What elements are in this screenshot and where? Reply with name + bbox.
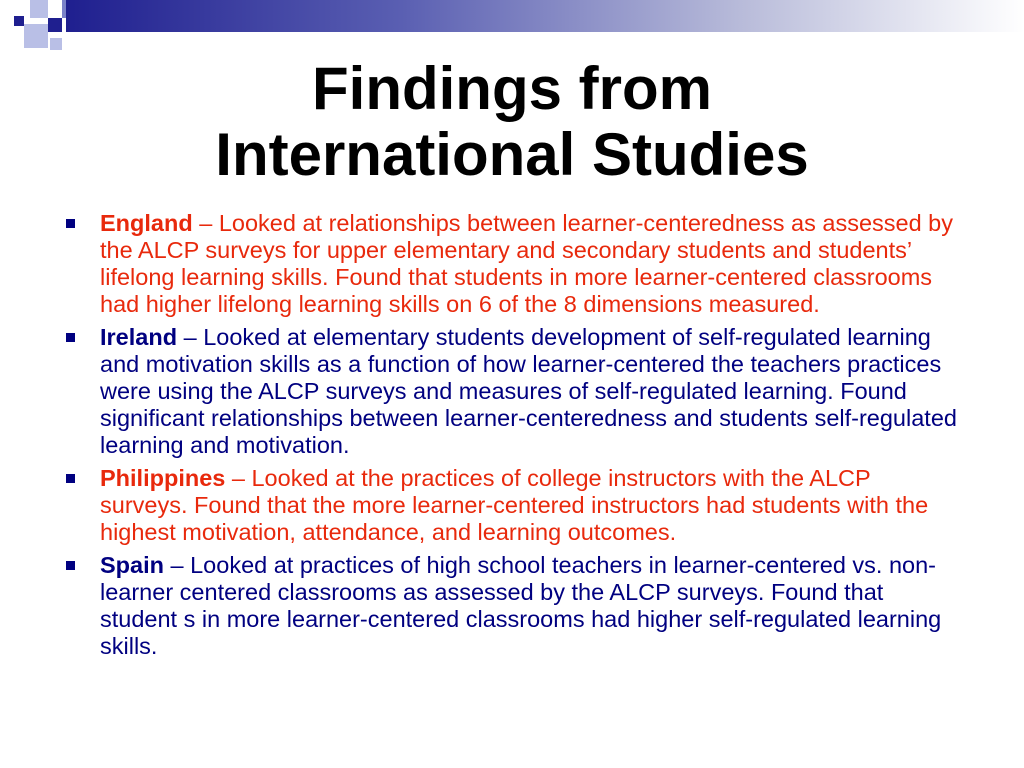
bullet-square-icon xyxy=(66,561,75,570)
title-line-2: International Studies xyxy=(215,121,809,188)
findings-list xyxy=(62,210,962,666)
finding-text: – Looked at practices of high school teachers in learner-centered vs. non-learner centered classrooms as assessed by the ALCP surveys. Found that student s in more learner-centered classrooms had higher self-regulated learning skills. xyxy=(100,552,942,659)
list-item-england xyxy=(62,210,962,318)
finding-text: – Looked at elementary students development of self-regulated learning and motivation skills as a function of how learner-centered the teachers practices were using the ALCP surveys and measures of self-regulated learning. Found significant relationships between learner-centeredness and students self-regulated learning and motivation. xyxy=(100,324,957,458)
title-gradient-bar xyxy=(66,0,1024,32)
slide-title xyxy=(0,56,1024,188)
country-label: Philippines xyxy=(100,465,226,491)
bullet-square-icon xyxy=(66,333,75,342)
country-label: Ireland xyxy=(100,324,178,350)
finding-text: – Looked at the practices of college instructors with the ALCP surveys. Found that the more learner-centered instructors had students with the highest motivation, attendance, and learning outcomes. xyxy=(100,465,929,545)
decor-square xyxy=(50,38,62,50)
bullet-square-icon xyxy=(66,219,75,228)
country-label: England xyxy=(100,210,193,236)
decor-square xyxy=(30,0,48,18)
decor-square xyxy=(48,18,62,32)
decor-square xyxy=(24,24,48,48)
title-line-1: Findings from xyxy=(312,55,712,122)
list-item-philippines xyxy=(62,465,962,546)
decor-square xyxy=(14,16,24,26)
country-label: Spain xyxy=(100,552,164,578)
list-item-spain xyxy=(62,552,962,660)
finding-text: – Looked at relationships between learner-centeredness as assessed by the ALCP surveys for upper elementary and secondary students and students’ lifelong learning skills. Found that students in more learner-centered classrooms had higher lifelong learning skills on 6 of the 8 dimensions measured. xyxy=(100,210,953,317)
list-item-ireland xyxy=(62,324,962,459)
bullet-square-icon xyxy=(66,474,75,483)
